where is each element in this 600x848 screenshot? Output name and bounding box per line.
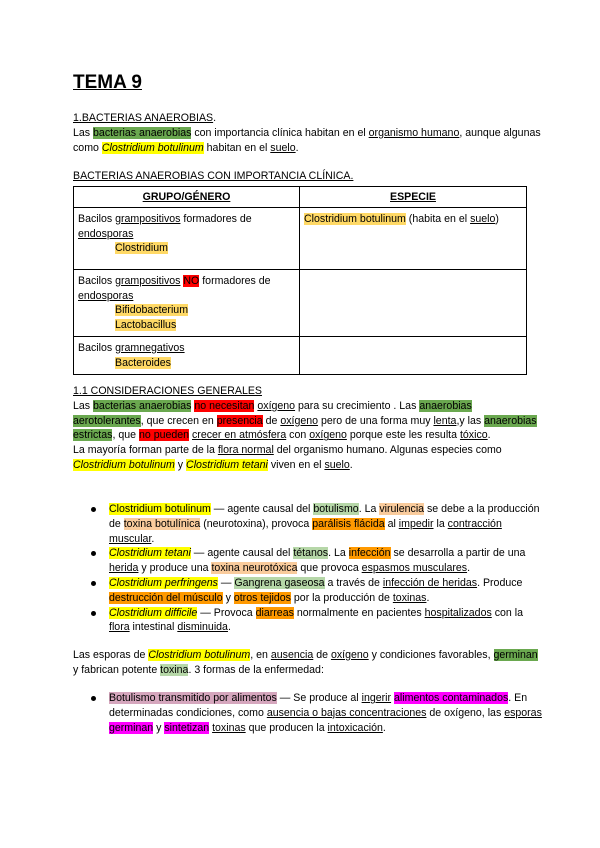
text: ,y las (456, 414, 485, 427)
section-1-heading-text: 1.BACTERIAS ANAEROBIAS (73, 112, 214, 124)
list-item (73, 606, 543, 636)
text: y condiciones favorables, (368, 649, 494, 661)
text: de oxígeno, las (426, 706, 505, 719)
bullet-icon (91, 581, 96, 586)
text: , aunque algunas como (73, 126, 541, 154)
section-1-1-heading: 1.1 CONSIDERACIONES GENERALES (73, 385, 262, 397)
forms-bullet-list (73, 691, 543, 735)
text: y fabrican potente (73, 663, 161, 676)
text: . Produce (477, 576, 523, 589)
highlight-species: Clostridium tetani (109, 547, 191, 560)
underlined-term: toxinas (392, 591, 427, 604)
underlined-term: grampositivos (115, 274, 181, 287)
text: — Se produce al (276, 692, 362, 704)
highlight: germinan (109, 721, 154, 734)
species-name: Clostridium botulinum (304, 212, 406, 225)
highlight: germinan (493, 649, 538, 661)
genus-name: Bifidobacterium (115, 304, 189, 317)
text: . (487, 429, 491, 442)
text: y (222, 591, 234, 604)
text: La mayoría forman parte de la (73, 444, 218, 457)
text: y (153, 721, 165, 734)
highlight: virulencia (379, 503, 425, 515)
genus-name: Lactobacillus (115, 319, 177, 332)
section-1-1-paragraph-1 (73, 399, 543, 443)
text: Bacilos (78, 274, 116, 287)
section-1-paragraph (73, 126, 543, 156)
list-item (73, 546, 543, 576)
table-caption: BACTERIAS ANAEROBIAS CON IMPORTANCIA CLÍNICA. (73, 170, 354, 182)
highlight: bacterias anaerobias (93, 126, 192, 139)
text: , que (112, 429, 139, 442)
text: . (467, 562, 471, 575)
header-text: GRUPO/GÉNERO (142, 191, 231, 203)
highlight: tétanos (293, 547, 329, 560)
highlight: sintetizan (164, 721, 210, 734)
underlined-term: gramnegativos (115, 341, 185, 354)
table-header-row (74, 187, 527, 208)
page-title: TEMA 9 (73, 72, 142, 93)
text: . La (358, 503, 380, 515)
header-text: ESPECIE (390, 191, 436, 203)
underlined-term: flora (109, 621, 130, 634)
underlined-term: grampositivos (115, 212, 181, 225)
underlined-term: intoxicación (327, 721, 383, 734)
highlight: infección (348, 547, 391, 560)
text: habitan en el (203, 141, 271, 154)
bullet-icon (91, 507, 96, 512)
highlight: diarreas (255, 606, 294, 619)
highlight-no: NO (183, 274, 200, 287)
highlight: parálisis flácida (312, 517, 385, 530)
heading-period: . (213, 112, 217, 124)
text: de (262, 414, 281, 427)
highlight-species: Clostridium tetani (186, 458, 268, 471)
underlined-term: contracción muscular (109, 517, 502, 545)
table-cell-species-empty (300, 336, 527, 374)
text: . En determinadas condiciones, como (109, 692, 528, 719)
underlined-term: flora normal (217, 444, 274, 457)
underlined-term: oxígeno (309, 429, 347, 442)
text: . (295, 141, 299, 154)
text: . (382, 721, 386, 734)
text: — agente causal del (210, 503, 314, 515)
text: con la (491, 606, 523, 619)
highlight-species: Clostridium difficile (109, 606, 198, 619)
table-cell-species-empty (300, 269, 527, 336)
text: . (227, 621, 231, 634)
highlight-species: Clostridium perfringens (109, 576, 218, 589)
underlined-term: esporas (504, 706, 542, 719)
highlight: otros tejidos (233, 591, 291, 604)
underlined-term: crecer en atmósfera (192, 429, 287, 442)
underlined-term: herida (109, 562, 139, 575)
highlight: botulismo (313, 503, 359, 515)
text: — agente causal del (190, 547, 294, 560)
table-row (74, 269, 527, 336)
highlight-species: Clostridium botulinum (148, 649, 251, 661)
text: Las esporas de (73, 649, 149, 661)
text: pero de una forma muy (318, 414, 434, 427)
text: , en (250, 649, 271, 661)
underlined-term: tóxico (459, 429, 488, 442)
text: (habita en el (405, 212, 471, 225)
table-header-group (74, 187, 300, 208)
text: . La (328, 547, 349, 560)
highlight-species: Clostridium botulinum (73, 458, 175, 471)
text: . (426, 591, 430, 604)
highlight: toxina neurotóxica (211, 562, 298, 575)
highlight-species: Clostridium botulinum (101, 141, 204, 154)
text: formadores de (199, 274, 271, 287)
highlight: presencia (216, 414, 263, 427)
text: y produce una (138, 562, 212, 575)
underlined-term: endosporas (78, 289, 134, 302)
text: la (433, 517, 448, 530)
underlined-term: lenta (433, 414, 457, 427)
highlight: anaerobias aerotolerantes (73, 399, 472, 427)
genus-name: Clostridium (115, 242, 168, 255)
text: Las (73, 126, 94, 139)
text: , que crecen en (140, 414, 217, 427)
text: Bacilos (78, 212, 116, 225)
highlight: destrucción del músculo (109, 591, 223, 604)
text: al (384, 517, 399, 530)
list-item (73, 502, 543, 546)
text: Las (73, 399, 94, 412)
underlined-term: infección de heridas (382, 576, 478, 589)
table-cell-group (74, 269, 300, 336)
text: con importancia clínica habitan en el (191, 126, 369, 139)
text: . (349, 458, 353, 471)
text: por la producción de (290, 591, 393, 604)
underlined-term: suelo (470, 212, 496, 225)
highlight: Botulismo transmitido por alimentos (109, 692, 277, 704)
esporas-paragraph (73, 648, 543, 678)
text: con (286, 429, 310, 442)
highlight: alimentos contaminados (394, 692, 509, 704)
text: — (217, 576, 235, 589)
text: — Provoca (197, 606, 256, 619)
text: para su crecimiento . Las (295, 399, 420, 412)
text: ) (495, 212, 499, 225)
bacteria-table (73, 186, 527, 375)
text: se debe a la producción de (109, 503, 540, 530)
underlined-term: oxígeno (257, 399, 296, 412)
section-1-1 (73, 384, 543, 473)
text: de (313, 649, 331, 661)
text: . 3 formas de la enfermedad: (188, 663, 324, 676)
highlight: toxina (160, 663, 189, 676)
highlight: no necesitan (194, 399, 255, 412)
text: (neurotoxina), provoca (200, 517, 313, 530)
underlined-term: endosporas (78, 227, 134, 240)
text: Bacilos (78, 341, 116, 354)
text: a través de (324, 576, 383, 589)
table-cell-group (74, 336, 300, 374)
bullet-icon (91, 696, 96, 701)
text: . (151, 532, 155, 545)
text: y (174, 458, 187, 471)
section-1-heading (73, 111, 543, 126)
highlight: anaerobias estrictas (73, 414, 537, 442)
text: porque este les resulta (346, 429, 460, 442)
text: del organismo humano. Algunas especies como (273, 444, 502, 457)
text: viven en el (267, 458, 325, 471)
genus-name: Bacteroides (115, 356, 171, 369)
underlined-term: organismo humano (368, 126, 460, 139)
table-row (74, 207, 527, 269)
list-item (73, 691, 543, 735)
text: intestinal (129, 621, 178, 634)
section-1 (73, 111, 543, 155)
underlined-term: espasmos musculares (361, 562, 468, 575)
highlight: no pueden (138, 429, 190, 442)
text: que provoca (297, 562, 362, 575)
underlined-term: ausencia (270, 649, 314, 661)
table-cell-group (74, 207, 300, 269)
underlined-term: oxígeno (280, 414, 319, 427)
species-bullet-list (73, 502, 543, 635)
underlined-term: hospitalizados (424, 606, 492, 619)
underlined-term: ausencia o bajas concentraciones (266, 706, 427, 719)
underlined-term: impedir (398, 517, 434, 530)
text: se desarrolla a partir de una (390, 547, 526, 560)
underlined-term: toxinas (212, 721, 246, 734)
underlined-term: disminuida (177, 621, 228, 634)
underlined-term: ingerir (361, 692, 392, 704)
highlight: bacterias anaerobias (93, 399, 192, 412)
list-item (73, 576, 543, 606)
text: que producen la (245, 721, 328, 734)
section-1-1-paragraph-2 (73, 443, 543, 473)
bullet-icon (91, 551, 96, 556)
underlined-term: oxígeno (330, 649, 369, 661)
bullet-icon (91, 611, 96, 616)
underlined-term: suelo (270, 141, 296, 154)
text: formadores de (180, 212, 252, 225)
highlight: Gangrena gaseosa (234, 576, 325, 589)
table-row (74, 336, 527, 374)
highlight-species: Clostridium botulinum (109, 503, 211, 515)
text: normalmente en pacientes (293, 606, 425, 619)
highlight: toxina botulínica (123, 517, 201, 530)
underlined-term: suelo (324, 458, 350, 471)
table-header-species (300, 187, 527, 208)
table-cell-species (300, 207, 527, 269)
